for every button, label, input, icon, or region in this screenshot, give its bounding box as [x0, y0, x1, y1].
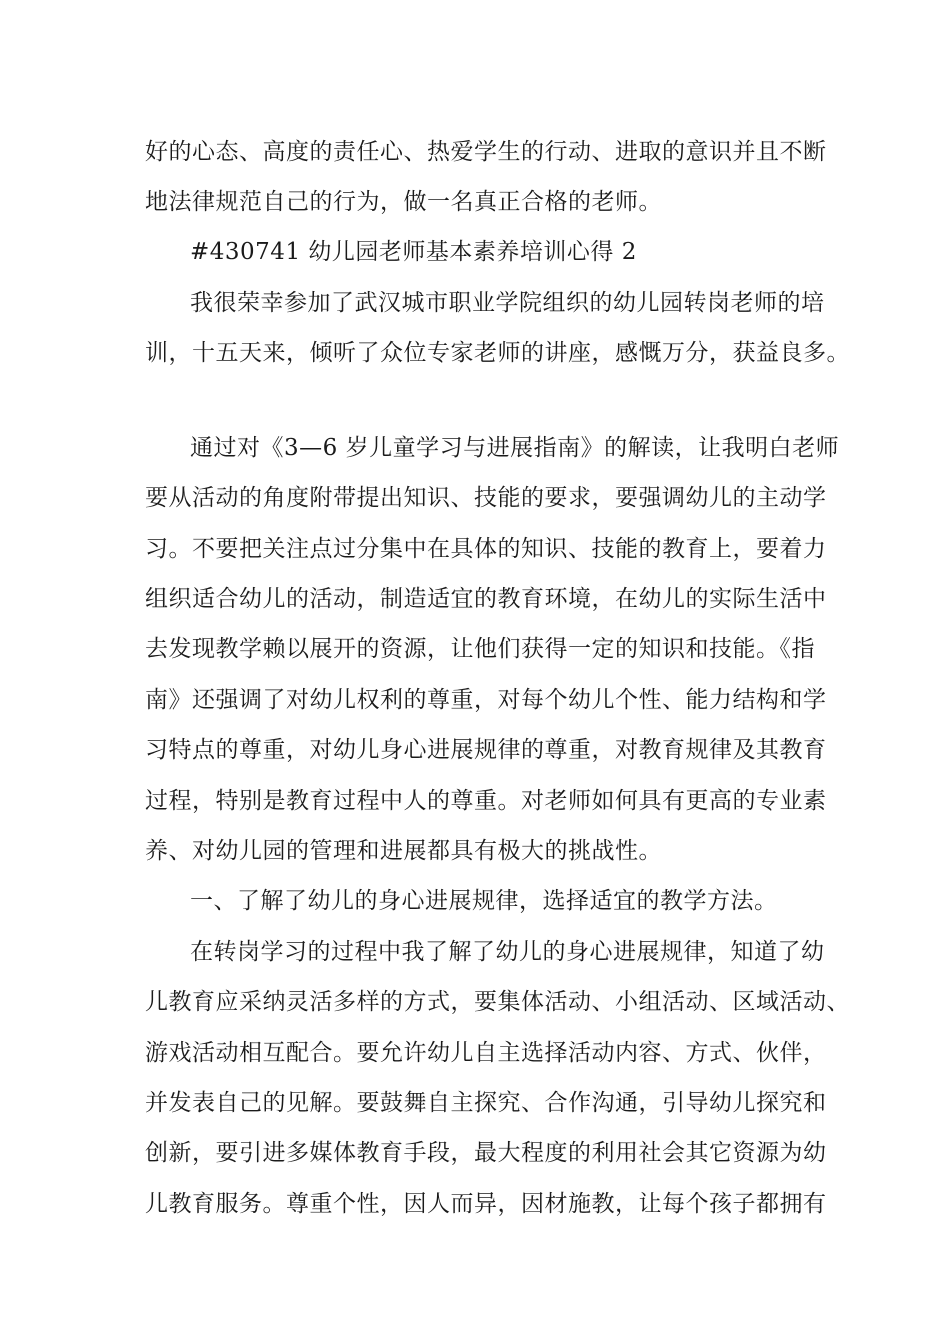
text-line: 并发表自己的见解。要鼓舞自主探究、合作沟通，引导幼儿探究和	[145, 1090, 827, 1116]
text-line: 在转岗学习的过程中我了解了幼儿的身心进展规律，知道了幼	[190, 939, 825, 965]
text-line: 创新，要引进多媒体教育手段，最大程度的利用社会其它资源为幼	[145, 1140, 827, 1166]
text-line: 儿教育应采纳灵活多样的方式，要集体活动、小组活动、区域活动、	[145, 989, 850, 1015]
text-line: 好的心态、高度的责任心、热爱学生的行动、进取的意识并且不断	[145, 139, 827, 165]
text-line: 养、对幼儿园的管理和进展都具有极大的挑战性。	[145, 838, 662, 864]
text-line: 游戏活动相互配合。要允许幼儿自主选择活动内容、方式、伙伴，	[145, 1040, 827, 1066]
text-line: 地法律规范自己的行为，做一名真正合格的老师。	[145, 189, 662, 215]
text-line: 儿教育服务。尊重个性，因人而异，因材施教，让每个孩子都拥有	[145, 1191, 827, 1217]
text-line: 通过对《3—6 岁儿童学习与进展指南》的解读，让我明白老师	[190, 435, 840, 461]
text-line: 我很荣幸参加了武汉城市职业学院组织的幼儿园转岗老师的培	[190, 290, 825, 316]
text-line: 要从活动的角度附带提出知识、技能的要求，要强调幼儿的主动学	[145, 485, 827, 511]
text-line: 组织适合幼儿的活动，制造适宜的教育环境，在幼儿的实际生活中	[145, 586, 827, 612]
section-heading: #430741 幼儿园老师基本素养培训心得 2	[190, 239, 637, 265]
section-heading: 一、了解了幼儿的身心进展规律，选择适宜的教学方法。	[190, 888, 778, 914]
text-line: 南》还强调了对幼儿权利的尊重，对每个幼儿个性、能力结构和学	[145, 687, 827, 713]
text-line: 习特点的尊重，对幼儿身心进展规律的尊重，对教育规律及其教育	[145, 737, 827, 763]
text-line: 去发现教学赖以展开的资源，让他们获得一定的知识和技能。《指	[145, 636, 815, 662]
text-line: 习。不要把关注点过分集中在具体的知识、技能的教育上，要着力	[145, 536, 827, 562]
text-line: 训，十五天来，倾听了众位专家老师的讲座，感慨万分，获益良多。	[145, 340, 850, 366]
text-line: 过程，特别是教育过程中人的尊重。对老师如何具有更高的专业素	[145, 788, 827, 814]
